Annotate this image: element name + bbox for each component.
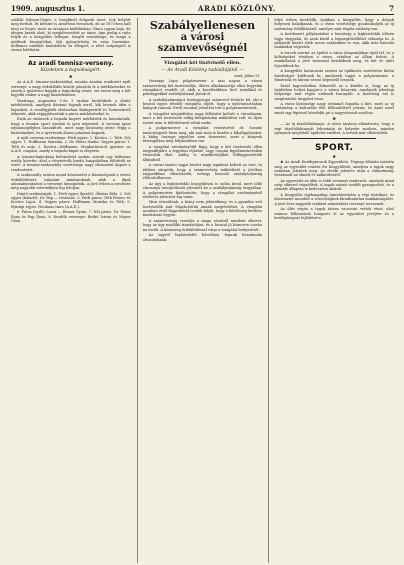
article-paragraph: A vizsgálat megindítása nagy feltűnést keltett a városházán, mert a két tisztviselő eddig kifogástalan működésű volt, és ilyen esetet nem is feltételezett róluk senki.: [142, 111, 263, 125]
sport-paragraph: ✱ Az Aradi Kerékpárosok Egyesülete. Tegnap délután tartotta meg az egyesület rendes évi közgyűlését, amelyen a tagok nagy számban jelentek meg. Az elnöki jelentés után a választmány beszámolt az elmúlt év működéséről.: [274, 160, 395, 178]
article-paragraph: Az ügyről legközelebb bővebben fogunk beszámolni olvasóinknak.: [142, 233, 263, 242]
star-ornament: ✱: [332, 154, 336, 160]
article-paragraph: — Az új tűzoltólaktanya. A város tanácsa elhatározta, hogy a régi tűzoltólaktanyát lebontatja és helyette modern, minden igénynek megfelelő épületet emeltet. A tervek már elkészültek.: [274, 122, 395, 135]
article-paragraph: A szabálytalanságot Szentgyörgyi számvevő fedezte fel, aki a hivatal egyes tételeit vizsgálva rájött, hogy a nyilvántartásban hiányok vannak. Erről azonnal jelentést tett a polgármesternek.: [142, 97, 263, 111]
article-title-line-1: Szabályellenesen: [149, 19, 256, 32]
sport-paragraph: A közgyűlés egyhangúlag újraválasztotta a régi tisztikart, és köszönetet mondott a vezetőségnek fáradhatatlan munkásságáért. A jövő évre nagyobb szabású nemzetközi versenyt terveznek.: [274, 192, 395, 206]
divider: [292, 138, 376, 139]
article-paragraph: A tervek szerint az épület a város központjában épül fel, és a költségeket részben a város, részben az állam fedezi. A munkálatok a jövő tavasszal kezdődnek meg, és két év alatt fejeződnek be.: [274, 50, 395, 68]
article-paragraph: Verzányi Lajos polgármester a mai napon a városi számvevőség két tisztviselője, illetve alkalmazottja ellen fegyelmi vizsgálatot rendelt el, akik a kezelésükben levő iratokkal és pénzügyekkel szabálytalanul jártak el.: [142, 79, 263, 97]
header-page-number: 7: [389, 4, 394, 13]
divider: [161, 57, 245, 58]
article-dateline: Arad, július 31.: [234, 74, 261, 79]
article-paragraph: Az ügy a legközelebbi közgyűlésen is szóba kerül, mert több városatya interpellációt jelentett be a szabálytalanság tárgyában. A polgármester kijelentette, hogy a vizsgálat eredményéről részletes jelentést fog tenni.: [142, 181, 263, 199]
article-subhead: Vizsgálat két tisztviselő ellen.: [164, 61, 241, 66]
article-paragraph: Mint értesülünk, a hiány nem jelentékeny, és a gyanúba vett tisztviselők már felajánlották annak megtérítését. A vizsgálat azonban ettől függetlenül tovább folyik, hogy a felelősség kérdése tisztázható legyen.: [142, 200, 263, 218]
article-paragraph: A beérkezett pályázatokat a bizottság a legközelebbi ülésén fogja tárgyalni, és azok közül a legmegfelelőbbet választja ki. A pályázók között több neves szakember is van, akik már hasonló munkákat végeztek.: [274, 32, 395, 50]
article-paragraph: Ezzel kapcsolatban felmerült az a kérdés is, hogy az új épületben helyet kapjon-e a városi könyvtár, amelynek jelenlegi helyisége már régen szűknek bizonyult. A bizottság ezt is megfontolás tárgyává teszi.: [274, 83, 395, 101]
article-paragraph: A vizsgálat eredményétől függ, hogy a két tisztviselő ellen megindítják-e a fegyelmi eljárást, vagy csupán figyelmeztetésben részesítik őket. Addig is mindkettőjüket felfüggesztették állásuktól.: [142, 144, 263, 162]
column-left: [11, 18, 131, 563]
article-paragraph: folyó évben kezdődik, újabban a közgyűlés, hogy a dolgok helyesen haladjanak, és a város vezetősége gondoskodjék az új intézmény felállításáról, amelyre már régóta szükség van.: [274, 18, 395, 31]
article-paragraph: Az A.A.E. tennisz-szakosztályá, miután Aradon rendezett nyilt versenyt, a nagy érdeklődés között játszotta le a mérkőzéseket és ennek a győztesei kapják a bajnokság címet, ezt szerzi meg a két legjobb ember a nagy küzdelemben.: [11, 80, 131, 98]
article-paragraph: Ezek az emberek a bajnoki kupért mérkőztek és bemutatták, hogy a tennisz sport Aradon is igen népszerű. A verseny igazi népünnepélyhez hasonlított, mert nagy közönség nézte végig a küzdelmeket, és a nyertesek díszes jutalmat kapnak.: [11, 117, 131, 135]
tennis-headline: Az aradi tennisz-verseny.: [28, 59, 114, 67]
article-title-line-2: a városi szamvevőségnél: [157, 32, 248, 54]
article-paragraph: A közgyűlés határozata szerint az építkezés vezetésére külön bizottságot küldenek ki, amelynek tagjai a polgármester, a főmérnök és három városi képviselő lesznek.: [274, 69, 395, 83]
column-middle: [137, 18, 263, 563]
sport-section-title: SPORT.: [314, 143, 354, 154]
star-ornament: ✱: [332, 116, 336, 122]
page-header: [11, 5, 394, 15]
article-paragraph: A számvevőség vezetője a maga részéről mindent elkövet, hogy az ügy mielőbb tisztázódjon, és a hivatal jó hírnevén csorba ne essék. A közönség érdeklődéssel várja a vizsgálat befejezését.: [142, 219, 263, 232]
star-ornament: ✱: [69, 74, 73, 80]
article-paragraph: A tennisz-bajnokság befejezését szokás szerint egy kellemes estély követte, ahol a résztvevők baráti hangulatban töltötték az estét. A tennisz-szakosztály vezetősége nagy elismerést kapott a rendezésért.: [11, 154, 131, 172]
header-title: ARADI KÖZLÖNY.: [198, 4, 276, 13]
article-paragraph: A városi tanács tagjai között nagy izgalmat keltett az eset, és többen sürgetik, hogy a számvevőség működését a jövőben szigorúbban ellenőrizzék, nehogy hasonló szabálytalanság előfordulhasson.: [142, 163, 263, 181]
article-paragraph: A szakosztály ezúton mond köszönetet a közönségnek a szíves érdeklődésért, valamint mindazoknak, akik a díjak adományozásával a versenyt támogatták. A jövő évben a rendezés még nagyobb méretekben fog lefolyni.: [11, 173, 131, 191]
divider: [29, 56, 113, 57]
article-paragraph: 6. Páros (nyilt): Lazar — Reiner Gyula. 7. Női páros: Dr. Weisz Ilona és Pap Ilona. 8. Kezdők versenye: Berkó István és Mayer Géza.: [11, 210, 131, 223]
article-paragraph: A város közönsége nagy örömmel fogadta a hírt, mert az új intézmény a kulturális élet fellendülését jelenti, és Arad ezzel ismét egy lépéssel közelebb jut a nagyvárosok sorához.: [274, 102, 395, 115]
columns: [11, 18, 394, 563]
header-date: 1909. augusztus 1.: [11, 4, 85, 13]
intro-paragraph: szállók Salmon-Segre, a Szegfűnél dolgozik most. Sok helyütt meg fordult. Itt kétszer is Arad-ban Nemesek, de az 1873-ben hall meg ez Segre, most az országos kiállításban. Nincs ugyan baja, de idegen kezek alatt, ki megkövesedett az ámor. Ami pedig a rajta folyik és a közgyűlés felfogni, Szegfű vezetősége, és maga a múltnak bizonyítékai, ifjú gyönyörűség és szép harmónia. Kellemes emlékét kialakította és elfogott, a rétet szépségről is vissza hódította.: [11, 18, 131, 53]
column-right: [268, 18, 394, 563]
article-credit: — Az Aradi Közlöny tudósítójától —: [161, 67, 244, 73]
article-paragraph: Vasárnap, augusztus 1-én 3 órakor kezdődnek a döntő mérkőzések, amelyek dönteni fognak arról, kik lesznek idén a bajnokok. A vendégjáték elsősorban Budapestről és Temesvárról érkezett, akik végigjátszották a páros mérkőzéseket is.: [11, 98, 131, 116]
sport-paragraph: Az ülés végén a tagok társas vacsorán vettek részt, ahol számos felköszöntő hangzott el az egyesület jövőjére és a kerékpársport fejlődésére.: [274, 207, 395, 220]
article-paragraph: A nyilt verseny eredménye: Férfi egyes: 1. Kovács, 2. Tóth. Női egyes: 1. Hoffmann Mariska, 2. Dr. Weisz Ilonka. Vegyes páros: 1. Tóth és neje, 2. Kovács—Hoffmann. Meghatározott győztes: az A.A.E. csapata, amely a bajnoki kupát is elnyerte.: [11, 136, 131, 154]
article-paragraph: A polgármester a vizsgálat vezetésével dr. Szende tanácsjegyzőt bízta meg, aki már meg is kezdte a kihallgatásokat. A hiány összege egyelőre nem ismeretes, mert a könyvek átvizsgálása még folyamatban van.: [142, 126, 263, 144]
sport-paragraph: Az egyesület az idén is több versenyt rendezett, amelyek mind szép sikerrel végződtek. A tagok száma tovább gyarapodott, és a pénztár állapota is kedvezően alakult.: [274, 178, 395, 192]
tennis-subhead: Küzdelem a bajnokságért.: [40, 67, 102, 73]
article-paragraph: Döntő eredmények: 1. Férfi egyes (kezdő): Ökröss Béla. 2. Női egyes (haladó): Dr. Pap — Neuhaus. 3. Férfi páros: Tóth Ferenc és Kovács Lajos. 4. Vegyes páros: Hoffmann Mariska és Tóth. 5. Ifjúsági egyes: Neuhaus Imre (A.A.E.).: [11, 191, 131, 209]
